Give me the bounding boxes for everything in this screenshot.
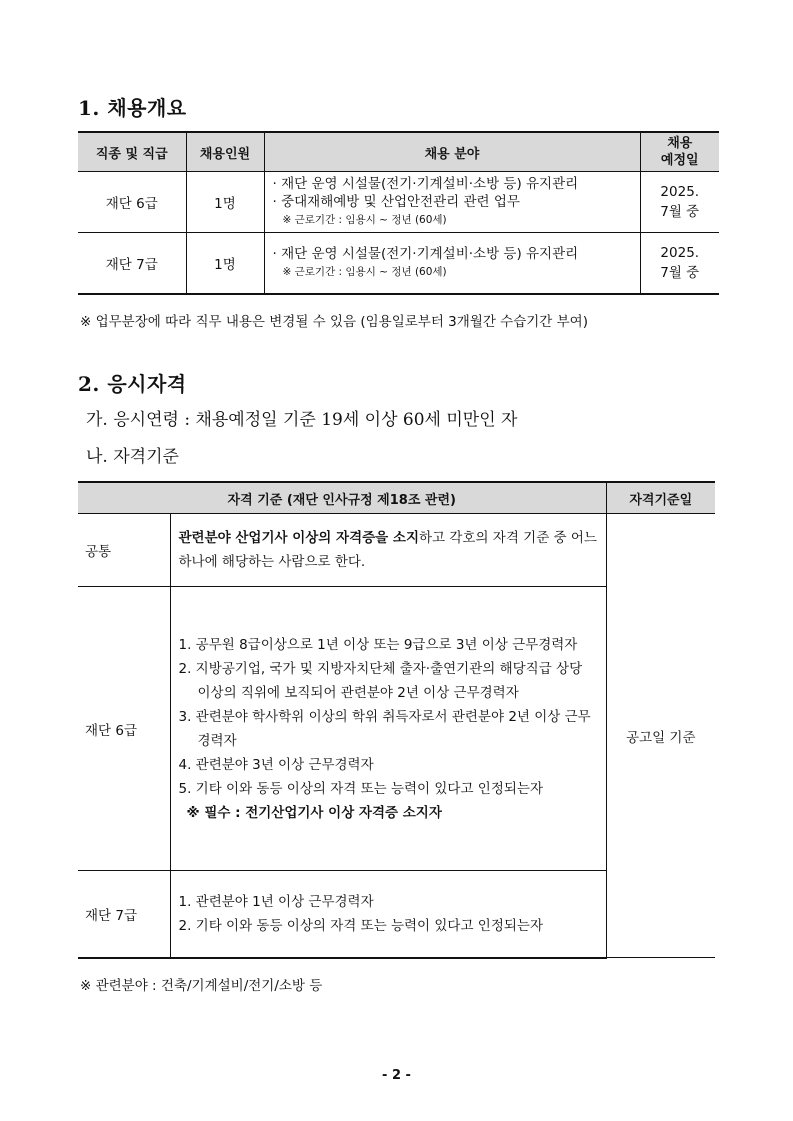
header-rank: 직종 및 직급 — [78, 132, 186, 172]
common-criteria-text: 하고 각호의 자격 기준 중 어느 하나에 해당하는 사람으로 한다. — [178, 530, 597, 570]
list-item: 3. 관련분야 학사학위 이상의 학위 취득자로서 관련분야 2년 이상 근무경력자 — [178, 708, 591, 749]
work-period-note: ※ 근로기간 : 임용시 ~ 정년 (60세) — [282, 214, 447, 226]
category-common: 공통 — [78, 514, 170, 587]
age-requirement: 가. 응시연령 : 채용예정일 기준 19세 이상 60세 미만인 자 — [86, 410, 518, 430]
section2-heading: 2. 응시자격 — [78, 372, 187, 396]
list-item: 1. 관련분야 1년 이상 근무경력자 — [178, 893, 374, 910]
grade6-criteria — [170, 587, 606, 871]
grade7-criteria — [170, 871, 606, 958]
common-criteria — [170, 514, 606, 587]
page-number: - 2 - — [382, 1068, 411, 1083]
list-item: 4. 관련분야 3년 이상 근무경력자 — [178, 756, 374, 773]
category-grade7: 재단 7급 — [78, 871, 170, 958]
header-date: 자격기준일 — [606, 482, 715, 514]
list-item: 2. 지방공기업, 국가 및 지방자치단체 출자·출연기관의 해당직급 상당 이상의 직위에 보직되어 관련분야 2년 이상 근무경력자 — [178, 660, 583, 701]
count-cell: 1명 — [186, 233, 264, 295]
rank-cell: 재단 7급 — [78, 233, 186, 295]
field-line: · 재단 운영 시설물(전기·기계설비·소방 등) 유지관리 — [272, 176, 579, 192]
header-count: 채용인원 — [186, 132, 264, 172]
table-row — [78, 172, 719, 233]
table-row — [78, 514, 715, 587]
work-period-note: ※ 근로기간 : 임용시 ~ 정년 (60세) — [282, 266, 447, 278]
date-cell: 2025. 7월 중 — [640, 172, 719, 233]
section1-footnote: ※ 업무분장에 따라 직무 내용은 변경될 수 있음 (임용일로부터 3개월간 수습기간 부여) — [80, 314, 588, 330]
criteria-date: 공고일 기준 — [606, 514, 715, 958]
table-header-row — [78, 482, 715, 514]
field-line: · 중대재해예방 및 산업안전관리 관련 업무 — [272, 194, 520, 210]
category-grade6: 재단 6급 — [78, 587, 170, 871]
header-field: 채용 분야 — [264, 132, 640, 172]
required-certificate: ※ 필수 : 전기산업기사 이상 자격증 소지자 — [186, 804, 442, 821]
header-date: 채용 예정일 — [640, 132, 719, 172]
list-item: 1. 공무원 8급이상으로 1년 이상 또는 9급으로 3년 이상 근무경력자 — [178, 636, 578, 653]
section2-footnote: ※ 관련분야 : 건축/기계설비/전기/소방 등 — [80, 978, 323, 994]
section1-heading: 1. 채용개요 — [78, 96, 187, 120]
qualification-subheading: 나. 자격기준 — [86, 447, 179, 467]
list-item: 2. 기타 이와 동등 이상의 자격 또는 능력이 있다고 인정되는자 — [178, 917, 543, 934]
rank-cell: 재단 6급 — [78, 172, 186, 233]
field-cell — [264, 233, 640, 295]
table-row — [78, 233, 719, 295]
count-cell: 1명 — [186, 172, 264, 233]
recruitment-overview-table — [78, 131, 719, 295]
header-criteria: 자격 기준 (재단 인사규정 제18조 관련) — [78, 482, 606, 514]
list-item: 5. 기타 이와 동등 이상의 자격 또는 능력이 있다고 인정되는자 — [178, 780, 543, 797]
field-cell — [264, 172, 640, 233]
qualification-table — [78, 481, 715, 959]
field-line: · 재단 운영 시설물(전기·기계설비·소방 등) 유지관리 — [272, 246, 579, 262]
date-cell: 2025. 7월 중 — [640, 233, 719, 295]
common-criteria-bold: 관련분야 산업기사 이상의 자격증을 소지 — [178, 530, 419, 546]
table-header-row — [78, 132, 719, 172]
